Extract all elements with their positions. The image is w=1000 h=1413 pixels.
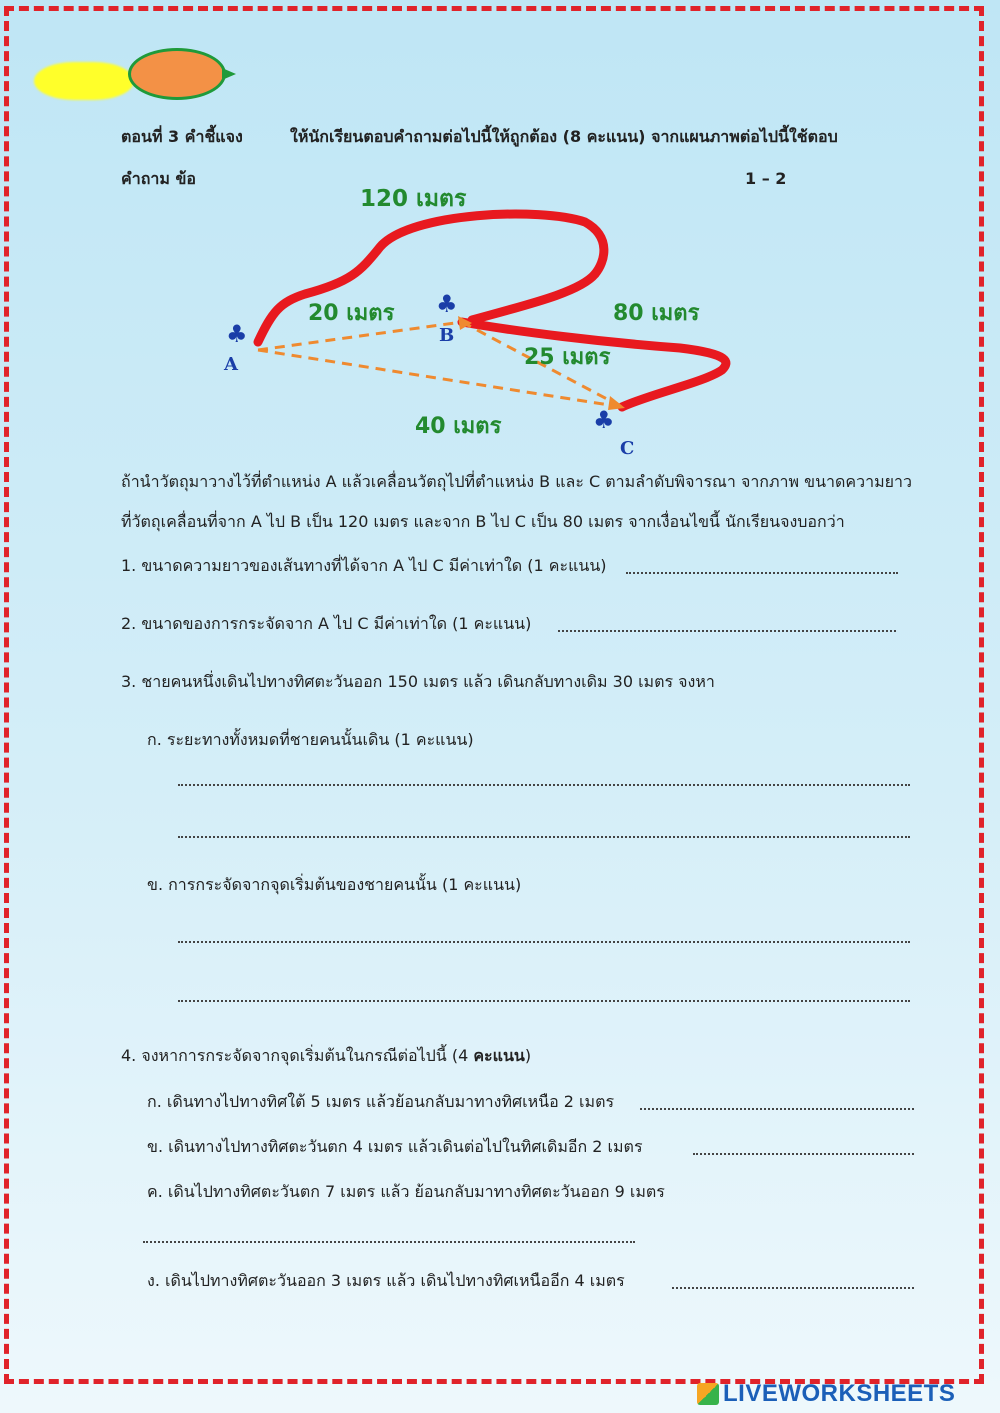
answer-blank-q2[interactable] — [558, 630, 896, 632]
point-c-label: C — [620, 438, 635, 457]
answer-blank-q3a-line2[interactable] — [178, 836, 910, 838]
club-icon-b: ♣ — [436, 290, 458, 318]
instruction-text: ให้นักเรียนตอบคำถามต่อไปนี้ให้ถูกต้อง (8 คะแนน) จากแผนภาพต่อไปนี้ใช้ตอบ — [290, 127, 838, 146]
club-icon-a: ♣ — [226, 320, 248, 348]
question-4b: ข. เดินทางไปทางทิศตะวันตก 4 เมตร แล้วเดินต่อไปในทิศเดิมอีก 2 เมตร — [147, 1137, 643, 1156]
logo-text: LIVEWORKSHEETS — [723, 1380, 956, 1407]
question-3: 3. ชายคนหนึ่งเดินไปทางทิศตะวันออก 150 เมตร แล้ว เดินกลับทางเดิม 30 เมตร จงหา — [121, 672, 715, 691]
question-4-text: 4. จงหาการกระจัดจากจุดเริ่มต้นในกรณีต่อไปนี้ (4 — [121, 1046, 474, 1065]
answer-blank-q4d[interactable] — [672, 1287, 914, 1289]
answer-blank-q4b[interactable] — [693, 1153, 914, 1155]
question-3a: ก. ระยะทางทั้งหมดที่ชายคนนั้นเดิน (1 คะแนน) — [147, 730, 474, 749]
passage-line-2: ที่วัตถุเคลื่อนที่จาก A ไป B เป็น 120 เมตร และจาก B ไป C เป็น 80 เมตร จากเงื่อนไขนี้ นักเรียนจงบอกว่า — [121, 512, 845, 531]
label-ab: 20 เมตร — [308, 301, 395, 326]
answer-blank-q4a[interactable] — [640, 1108, 914, 1110]
dashed-line-ab — [258, 322, 462, 350]
point-b-label: B — [439, 325, 455, 346]
answer-blank-q3a-line1[interactable] — [178, 784, 910, 786]
label-bc: 25 เมตร — [524, 345, 611, 370]
answer-blank-q1[interactable] — [626, 572, 898, 574]
label-path-bc: 80 เมตร — [613, 301, 700, 326]
answer-blank-q3b-line1[interactable] — [178, 941, 910, 943]
club-icon-c: ♣ — [593, 406, 615, 434]
question-4-close: ) — [524, 1046, 532, 1065]
part-title: ตอนที่ 3 คำชี้แจง — [121, 127, 243, 146]
speech-bubble-tail — [222, 68, 236, 80]
logo-icon — [697, 1383, 719, 1405]
question-4 — [121, 1046, 531, 1066]
speech-bubble-decoration — [128, 48, 226, 100]
point-a-label: A — [224, 354, 238, 375]
label-ac: 40 เมตร — [415, 414, 502, 439]
question-3b: ข. การกระจัดจากจุดเริ่มต้นของชายคนนั้น (1 คะแนน) — [147, 875, 522, 894]
label-path-ab: 120 เมตร — [360, 186, 467, 212]
question-1: 1. ขนาดความยาวของเส้นทางที่ได้จาก A ไป C มีค่าเท่าใด (1 คะแนน) — [121, 556, 607, 575]
answer-blank-q3b-line2[interactable] — [178, 1000, 910, 1002]
question-4a: ก. เดินทางไปทางทิศใต้ 5 เมตร แล้วย้อนกลับมาทางทิศเหนือ 2 เมตร — [147, 1092, 615, 1111]
yellow-highlight-decoration — [34, 62, 134, 100]
instruction-continued: คำถาม ข้อ — [121, 169, 197, 188]
item-range: 1 – 2 — [745, 169, 787, 188]
passage-line-1: ถ้านำวัตถุมาวางไว้ที่ตำแหน่ง A แล้วเคลื่อนวัตถุไปที่ตำแหน่ง B และ C ตามลำดับพิจารณา จากภาพ ขนาดความยาว — [121, 472, 912, 491]
question-2: 2. ขนาดของการกระจัดจาก A ไป C มีค่าเท่าใด (1 คะแนน) — [121, 614, 532, 633]
question-4c: ค. เดินไปทางทิศตะวันตก 7 เมตร แล้ว ย้อนกลับมาทางทิศตะวันออก 9 เมตร — [147, 1182, 665, 1201]
answer-blank-q4c[interactable] — [143, 1241, 635, 1243]
question-4d: ง. เดินไปทางทิศตะวันออก 3 เมตร แล้ว เดินไปทางทิศเหนืออีก 4 เมตร — [147, 1271, 625, 1290]
liveworksheets-logo — [697, 1380, 955, 1406]
question-4-points-word: คะแนน — [473, 1046, 525, 1065]
displacement-diagram — [210, 182, 740, 457]
